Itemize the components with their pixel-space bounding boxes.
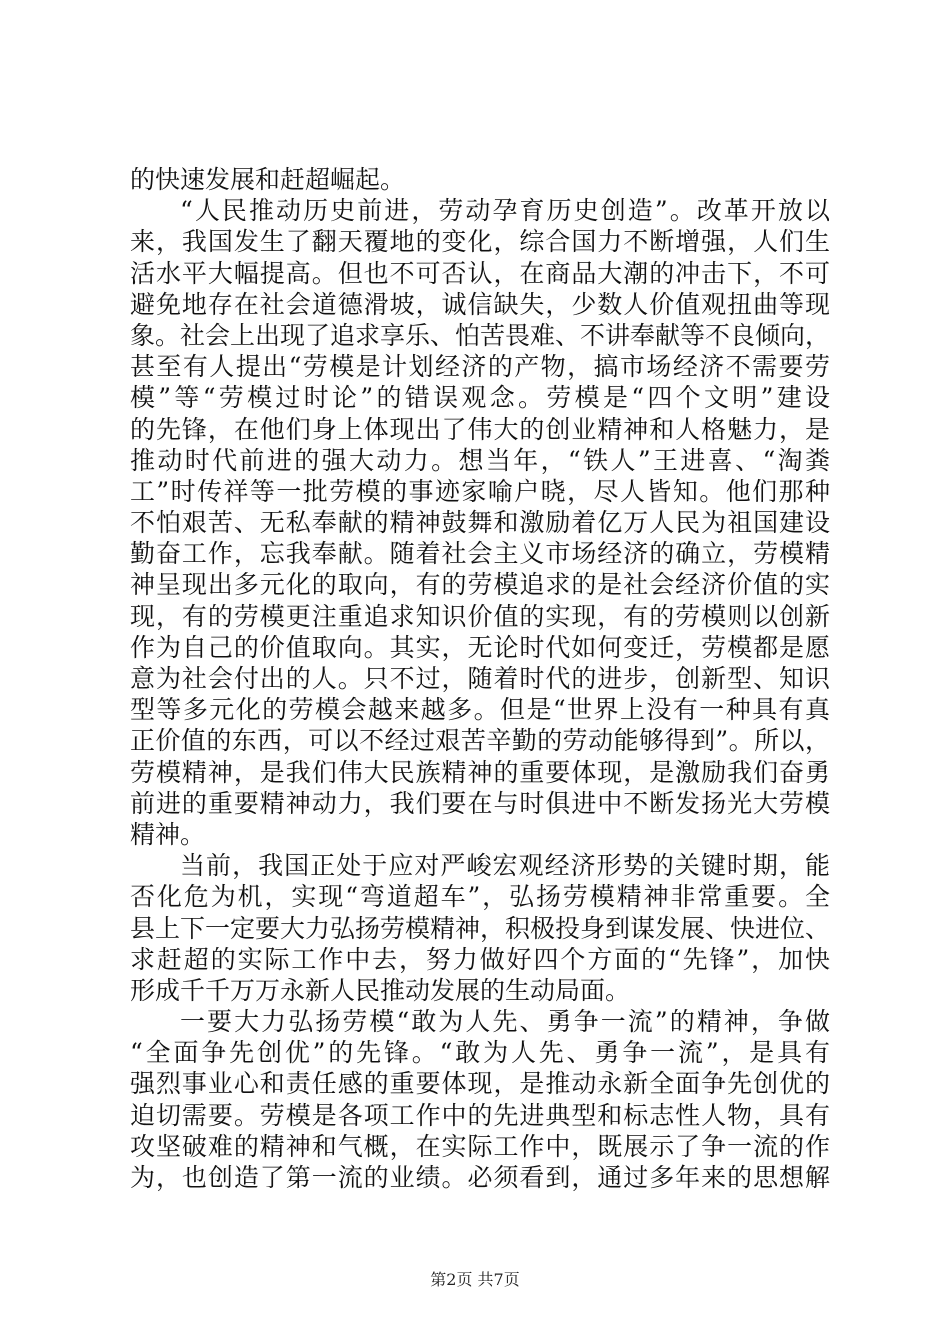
text-line: 避免地存在社会道德滑坡，诚信缺失，少数人价值观扭曲等现: [130, 289, 830, 319]
text-line: 当前，我国正处于应对严峻宏观经济形势的关键时期，能: [180, 851, 830, 881]
text-line: 不怕艰苦、无私奉献的精神鼓舞和激励着亿万人民为祖国建设: [130, 508, 830, 538]
text-line: 精神。: [130, 819, 206, 849]
text-line: 来，我国发生了翻天覆地的变化，综合国力不断增强，人们生: [130, 227, 830, 257]
text-line: 工”时传祥等一批劳模的事迹家喻户晓，尽人皆知。他们那种: [130, 476, 830, 506]
text-line: 象。社会上出现了追求享乐、怕苦畏难、不讲奉献等不良倾向，: [130, 320, 831, 350]
text-line: 的快速发展和赶超崛起。: [130, 165, 406, 194]
text-line: 形成千千万万永新人民推动发展的生动局面。: [130, 975, 631, 1005]
text-line: 意为社会付出的人。只不过，随着时代的进步，创新型、知识: [130, 664, 830, 693]
text-line: 作为自己的价值取向。其实，无论时代如何变迁，劳模都是愿: [130, 632, 830, 662]
text-line: 前进的重要精神动力，我们要在与时俱进中不断发扬光大劳模: [130, 788, 830, 818]
text-line: 求赶超的实际工作中去，努力做好四个方面的“先锋”，加快: [130, 944, 830, 974]
text-line: 模”等“劳模过时论”的错误观念。劳模是“四个文明”建设: [130, 383, 830, 413]
text-line: “全面争先创优”的先锋。“敢为人先、勇争一流”，是具有: [130, 1038, 830, 1068]
text-line: 一要大力弘扬劳模“敢为人先、勇争一流”的精神，争做: [180, 1007, 830, 1037]
page-number-footer: 第2页 共7页: [430, 1270, 520, 1289]
text-line: 勤奋工作，忘我奉献。随着社会主义市场经济的确立，劳模精: [130, 539, 830, 569]
text-line: 正价值的东西，可以不经过艰苦辛勤的劳动能够得到”。所以，: [130, 726, 830, 756]
text-line: 神呈现出多元化的取向，有的劳模追求的是社会经济价值的实: [130, 570, 830, 600]
text-line: 迫切需要。劳模是各项工作中的先进典型和标志性人物，具有: [130, 1100, 830, 1130]
text-line: 推动时代前进的强大动力。想当年，“铁人”王进喜、“淘粪: [130, 445, 830, 475]
text-line: 为，也创造了第一流的业绩。必须看到，通过多年来的思想解: [130, 1163, 830, 1192]
text-line: 现，有的劳模更注重追求知识价值的实现，有的劳模则以创新: [130, 601, 830, 631]
text-line: 的先锋，在他们身上体现出了伟大的创业精神和人格魅力，是: [130, 414, 830, 444]
text-line: 攻坚破难的精神和气概，在实际工作中，既展示了争一流的作: [130, 1131, 830, 1161]
text-line: 否化危为机，实现“弯道超车”，弘扬劳模精神非常重要。全: [130, 882, 830, 912]
text-line: 甚至有人提出“劳模是计划经济的产物，搞市场经济不需要劳: [130, 352, 830, 382]
document-body: [130, 164, 830, 1193]
text-line: “人民推动历史前进，劳动孕育历史创造”。改革开放以: [180, 196, 830, 226]
text-line: 县上下一定要大力弘扬劳模精神，积极投身到谋发展、快进位、: [130, 913, 831, 943]
text-line: 劳模精神，是我们伟大民族精神的重要体现，是激励我们奋勇: [130, 757, 830, 787]
text-line: 型等多元化的劳模会越来越多。但是“世界上没有一种具有真: [130, 695, 830, 725]
text-line: 强烈事业心和责任感的重要体现，是推动永新全面争先创优的: [130, 1069, 830, 1099]
text-line: 活水平大幅提高。但也不可否认，在商品大潮的冲击下，不可: [130, 258, 830, 288]
